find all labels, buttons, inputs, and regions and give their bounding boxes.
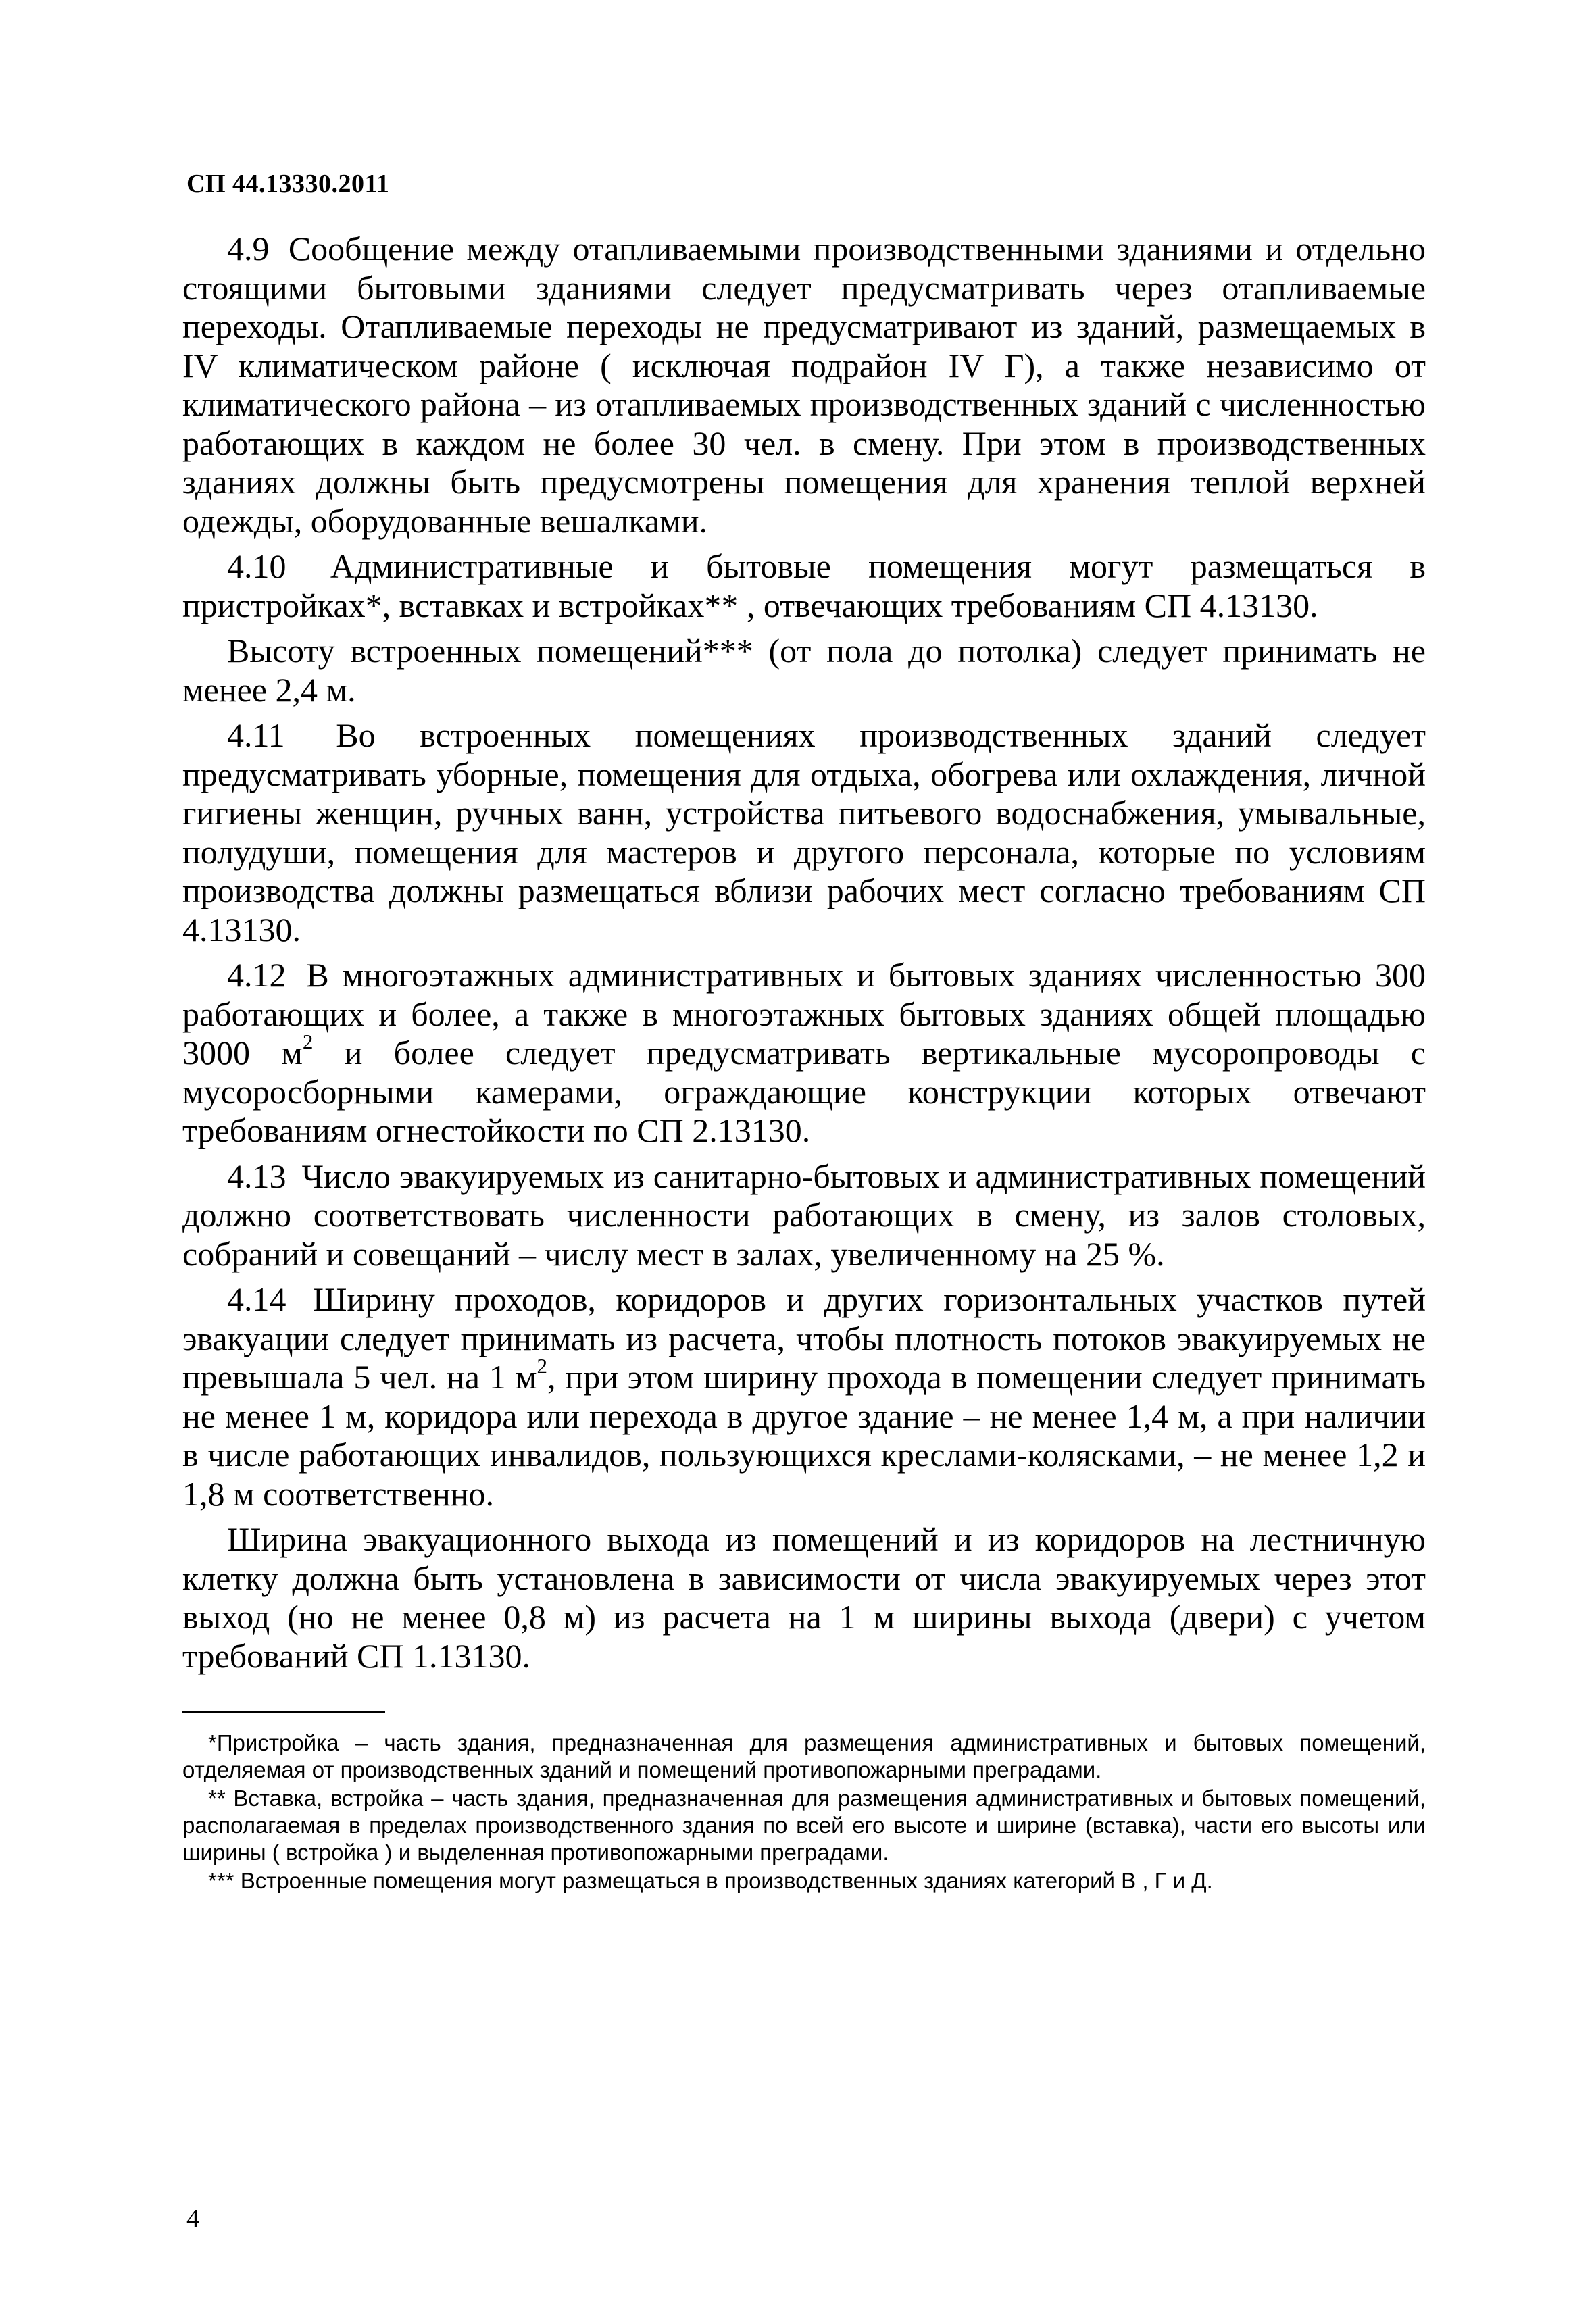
paragraph-number: 4.12 xyxy=(227,956,286,994)
main-text xyxy=(182,230,1426,1682)
paragraph-text-b: и более следует предусматривать вертикальные мусоропроводы с мусоросборными камерами, ограждающие конструкции которых отвечают требованиям огнестойкости по СП 2.13130. xyxy=(182,1034,1426,1149)
footnotes xyxy=(182,1730,1426,1896)
paragraph-4-14 xyxy=(182,1280,1426,1513)
superscript: 2 xyxy=(537,1353,547,1378)
paragraph-number: 4.14 xyxy=(227,1280,286,1318)
footnote-divider xyxy=(182,1711,385,1713)
paragraph-text-b: , при этом ширину прохода в помещении следует принимать не менее 1 м, коридора или перехода в другое здание – не менее 1,4 м, а при наличии в числе работающих инвалидов, пользующихся креслами-колясками, – не менее 1,2 и 1,8 м соответственно. xyxy=(182,1358,1426,1513)
paragraph-text: Сообщение между отапливаемыми производственными зданиями и отдельно стоящими бытовыми зданиями следует предусматривать через отапливаемые переходы. Отапливаемые переходы не предусматривают из зданий, размещаемых в IV климатическом районе ( исключая подрайон IV Г), а также независимо от климатического района – из отапливаемых производственных зданий с численностью работающих в каждом не более 30 чел. в смену. При этом в производственных зданиях должны быть предусмотрены помещения для хранения теплой верхней одежды, оборудованные вешалками. xyxy=(182,230,1426,540)
footnote-2: ** Вставка, встройка – часть здания, предназначенная для размещения административных и бытовых помещений, располагаемая в пределах производственного здания по всей его высоте и ширине (вставка), части его высоты или ширины ( встройка ) и выделенная противопожарными преградами. xyxy=(182,1786,1426,1865)
page-number: 4 xyxy=(186,2205,199,2233)
paragraph-text: Ширина эвакуационного выхода из помещений и из коридоров на лестничную клетку должна быть установлена в зависимости от числа эвакуируемых через этот выход (но не менее 0,8 м) из расчета на 1 м ширины выхода (двери) с учетом требований СП 1.13130. xyxy=(182,1520,1426,1675)
paragraph-4-11 xyxy=(182,716,1426,949)
superscript: 2 xyxy=(302,1029,314,1053)
footnote-3: *** Встроенные помещения могут размещаться в производственных зданиях категорий В , Г и Д. xyxy=(208,1868,1213,1893)
paragraph-4-14-exit-width xyxy=(182,1520,1426,1676)
paragraph-number: 4.11 xyxy=(227,716,285,754)
paragraph-4-9 xyxy=(182,230,1426,540)
paragraph-number: 4.9 xyxy=(227,230,270,268)
paragraph-number: 4.13 xyxy=(227,1157,286,1195)
paragraph-text-a: Ширину проходов, коридоров и других горизонтальных участков путей эвакуации следует принимать из расчета, чтобы плотность потоков эвакуируемых не превышала 5 чел. на 1 м xyxy=(182,1280,1426,1396)
paragraph-text: Высоту встроенных помещений*** (от пола до потолка) следует принимать не менее 2,4 м. xyxy=(182,632,1426,709)
footnote-1: *Пристройка – часть здания, предназначенная для размещения административных и бытовых помещений, отделяемая от производственных зданий и помещений противопожарными преградами. xyxy=(182,1730,1426,1782)
paragraph-4-10-height xyxy=(182,632,1426,709)
paragraph-text-a: В многоэтажных административных и бытовых зданиях численностью 300 работающих и более, а также в многоэтажных бытовых зданиях общей площадью 3000 м xyxy=(182,956,1426,1072)
paragraph-text: Во встроенных помещениях производственных зданий следует предусматривать уборные, помещения для отдыха, обогрева или охлаждения, личной гигиены женщин, ручных ванн, устройства питьевого водоснабжения, умывальные, полудуши, помещения для мастеров и другого персонала, которые по условиям производства должны размещаться вблизи рабочих мест согласно требованиям СП 4.13130. xyxy=(182,716,1426,949)
paragraph-text: Число эвакуируемых из санитарно-бытовых и административных помещений должно соответствовать численности работающих в смену, из залов столовых, собраний и совещаний – числу мест в залах, увеличенному на 25 %. xyxy=(182,1157,1426,1273)
paragraph-number: 4.10 xyxy=(227,547,286,585)
paragraph-4-12 xyxy=(182,956,1426,1151)
document-code: СП 44.13330.2011 xyxy=(186,170,390,198)
paragraph-4-10 xyxy=(182,547,1426,625)
paragraph-4-13 xyxy=(182,1157,1426,1274)
paragraph-text: Административные и бытовые помещения могут размещаться в пристройках*, вставках и встройках** , отвечающих требованиям СП 4.13130. xyxy=(182,547,1426,624)
